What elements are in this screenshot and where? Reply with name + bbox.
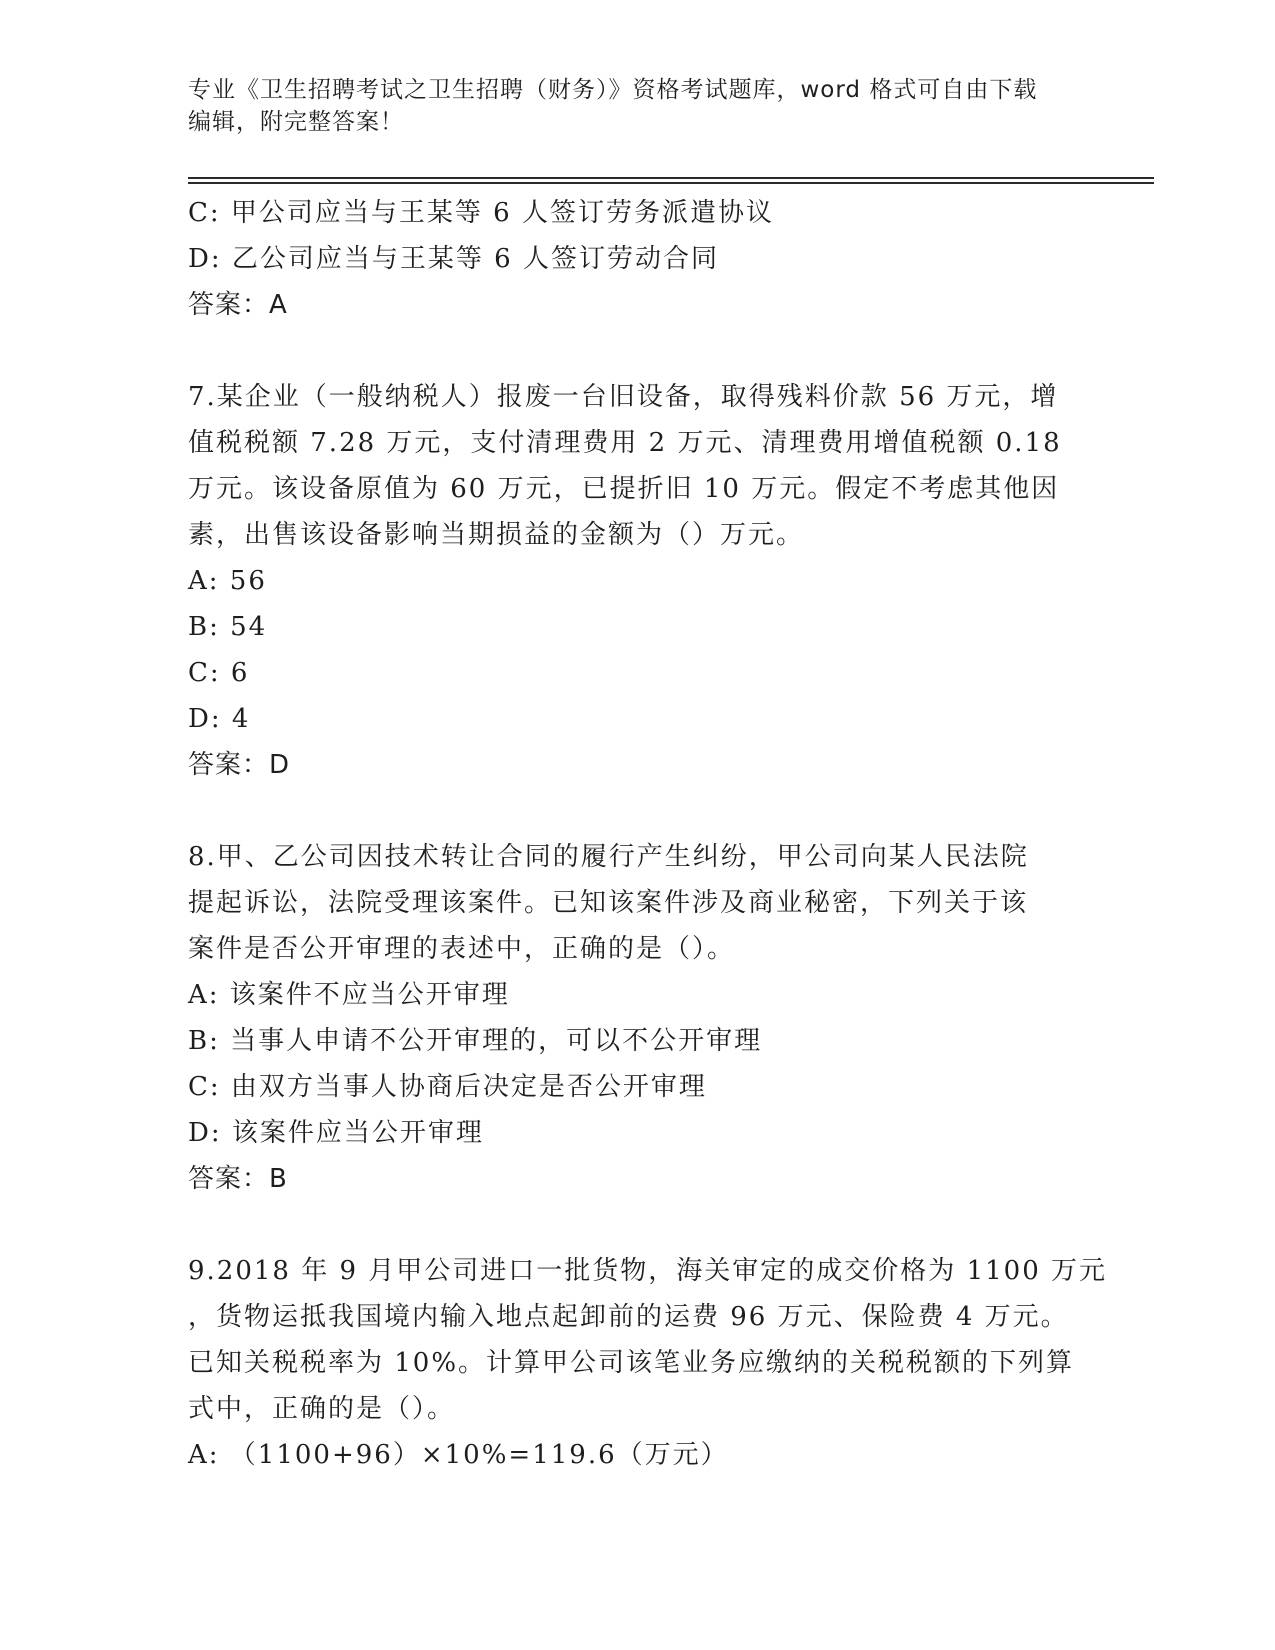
q8-option-a: A: 该案件不应当公开审理 (188, 980, 510, 1010)
q8-stem-line: 8.甲、乙公司因技术转让合同的履行产生纠纷，甲公司向某人民法院 (188, 842, 1029, 872)
q8-option-c: C: 由双方当事人协商后决定是否公开审理 (188, 1072, 707, 1102)
q6-option-c: C: 甲公司应当与王某等 6 人签订劳务派遣协议 (188, 198, 774, 228)
q7-answer: 答案：D (188, 750, 291, 780)
spacer (188, 1202, 1088, 1248)
q6-option-d: D: 乙公司应当与王某等 6 人签订劳动合同 (188, 244, 719, 274)
header-rule-bottom (188, 182, 1154, 184)
q7-option-a: A: 56 (188, 566, 267, 596)
q8-stem-line: 案件是否公开审理的表述中，正确的是（）。 (188, 934, 736, 964)
q7-option-c: C: 6 (188, 658, 250, 688)
question-content (188, 190, 1108, 1478)
q7-option-b: B: 54 (188, 612, 268, 642)
question-9 (188, 1248, 1108, 1478)
header-rule-top (188, 177, 1154, 179)
question-7 (188, 374, 1088, 788)
q7-stem-line: 7.某企业（一般纳税人）报废一台旧设备，取得残料价款 56 万元，增 (188, 382, 1059, 412)
q7-stem-line: 值税税额 7.28 万元，支付清理费用 2 万元、清理费用增值税额 0.18 (188, 428, 1062, 458)
document-header (188, 74, 1068, 138)
q7-stem-line: 素，出售该设备影响当期损益的金额为（）万元。 (188, 520, 805, 550)
question-6 (188, 190, 1088, 328)
q7-stem-line: 万元。该设备原值为 60 万元，已提折旧 10 万元。假定不考虑其他因 (188, 474, 1060, 504)
q8-option-b: B: 当事人申请不公开审理的，可以不公开审理 (188, 1026, 763, 1056)
q6-answer: 答案：A (188, 290, 288, 320)
q9-option-a: A: （1100+96）×10%=119.6（万元） (188, 1440, 729, 1470)
q8-answer: 答案：B (188, 1164, 288, 1194)
spacer (188, 328, 1088, 374)
q9-stem-line: ，货物运抵我国境内输入地点起卸前的运费 96 万元、保险费 4 万元。 (188, 1302, 1069, 1332)
question-8 (188, 834, 1088, 1202)
header-line-1: 专业《卫生招聘考试之卫生招聘（财务）》资格考试题库，word 格式可自由下载 (188, 77, 1038, 103)
q8-option-d: D: 该案件应当公开审理 (188, 1118, 484, 1148)
q8-stem-line: 提起诉讼，法院受理该案件。已知该案件涉及商业秘密，下列关于该 (188, 888, 1029, 918)
spacer (188, 788, 1088, 834)
q7-option-d: D: 4 (188, 704, 251, 734)
q9-stem-line: 9.2018 年 9 月甲公司进口一批货物，海关审定的成交价格为 1100 万元 (188, 1256, 1108, 1286)
q9-stem-line: 式中，正确的是（）。 (188, 1394, 456, 1424)
q9-stem-line: 已知关税税率为 10%。计算甲公司该笔业务应缴纳的关税税额的下列算 (188, 1348, 1075, 1378)
header-line-2: 编辑，附完整答案！ (188, 109, 404, 135)
